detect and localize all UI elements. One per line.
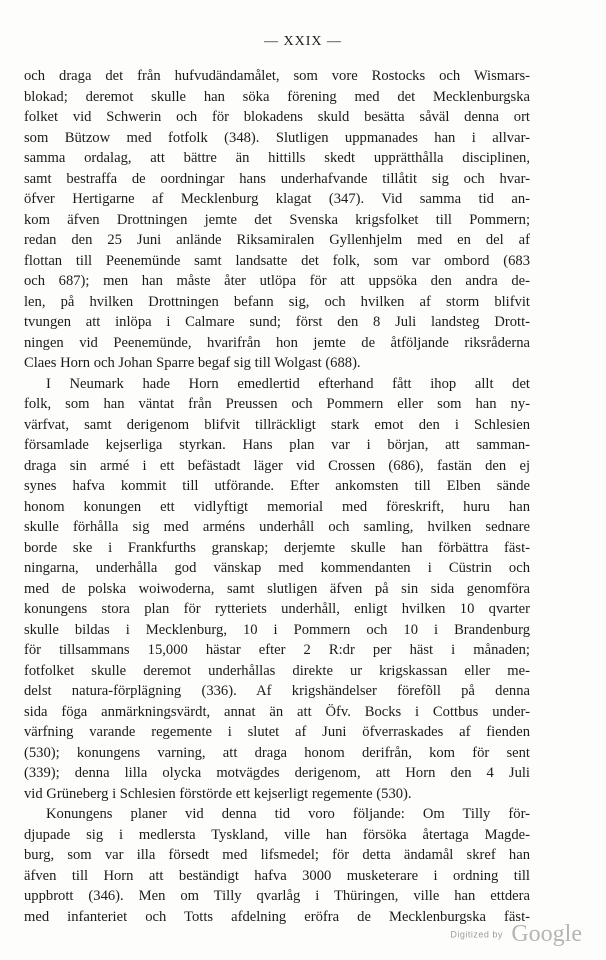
text-line: värfvat, samt derigenom blifvit tillräckligt stark emot den i Schlesien [24,416,530,433]
text-line: Claes Horn och Johan Sparre begaf sig till Wolgast (688). [24,355,361,371]
text-line: len, på hvilken Drottningen befann sig, och hvilken af storm blifvit [24,293,530,310]
text-line: öfver Hertigarne af Mecklenburg klagat (347). Vid samma tid an- [24,191,530,207]
text-line: redan den 25 Juni anlände Riksamiralen Gyllenhjelm med en del af [24,232,530,248]
text-line: djupade sig i medlersta Tyskland, ville han försöka återtaga Magde- [24,826,530,843]
text-line: vid Grüneberg i Schlesien förstörde ett kejserligt regemente (530). [24,785,412,802]
google-logo: Google [511,921,582,947]
paragraph-start-line: I Neumark hade Horn emedlertid efterhand fått ihop allt det [46,375,530,392]
text-line: uppbrott (346). Men om Tilly qvarlåg i Thüringen, ville han ettdera [24,888,530,904]
text-line: äfven till Horn att beständigt hafva 3000 musketerare i ordning till [24,867,530,884]
text-line: delst natura-förplägning (336). Af krigshändelser förefõll på denna [24,683,530,699]
text-line: församlade kejserliga styrkan. Hans plan var i början, att samman- [24,437,530,453]
text-line: samt bestraffa de oordningar hans underhafvande tillåtit sig och hvar- [24,170,530,187]
text-line: skulle förhålla sig med arméns underhåll och samling, hvilken sednare [24,519,530,535]
text-line: och 687); men han måste åter utlöpa för att uppsöka den andra de- [24,273,530,289]
text-line: med infanteriet och Totts afdelning eröfra de Mecklenburgska fäst- [24,908,530,925]
text-line: skulle bildas i Mecklenburg, 10 i Pommern och 10 i Brandenburg [24,621,530,638]
text-line: och draga det från hufvudändamålet, som vore Rostocks och Wismars- [24,68,530,84]
text-line: som Bützow med fotfolk (348). Slutligen uppmanades han i allvar- [24,129,530,146]
text-line: draga sin armé i ett befästadt läger vid Crossen (686), fastän den ej [24,457,530,474]
paragraph-start-line: Konungens planer vid denna tid voro följande: Om Tilly för- [46,806,530,822]
text-line: folket vid Schwerin och för blokadens skuld besätta såväl denna ort [24,109,530,125]
text-line: synes hafva kommit till utförande. Efter ankomsten till Elben sände [24,478,530,494]
page-number-header: — XXIX — [264,34,342,49]
text-line: (339); denna lilla olycka motvägdes derigenom, att Horn den 4 Juli [24,765,530,781]
text-line: ningen vid Peenemünde, hvarifrån hon jemte de åtföljande riksråderna [24,334,530,351]
text-line: tvungen att inlöpa i Calmare sund; först den 8 Juli landsteg Drott- [24,314,530,330]
text-line: för tillsammans 15,000 hästar efter 2 R:dr per häst i månaden; [24,642,530,658]
text-line: honom konungen ett vidlyftigt memorial med föreskrift, huru han [24,498,530,515]
text-line: ningarna, underhålla god vänskap med kommendanten i Cüstrin och [24,560,530,576]
text-line: burg, som var illa försedt med lifsmedel; för detta ändamål skref han [24,847,530,863]
text-line: (530); konungens varning, att draga honom derifrån, kom för sent [24,744,530,761]
text-line: sida föga anmärkningsvärdt, annat än att Öfv. Bocks i Cottbus under- [24,703,530,720]
text-line: folk, som han väntat från Preussen och Pommern eller som han ny- [24,396,530,412]
text-line: med de polska woiwoderna, samt slutligen äfven på sin sida genomföra [24,580,530,597]
watermark-prefix: Digitized by [450,929,503,940]
text-line: flottan till Peenemünde samt landsatte det folk, som var ombord (683 [24,252,530,269]
digitized-by-google-watermark [450,921,582,948]
body-text [24,66,530,927]
text-line: kom äfven Drottningen jemte det Svenska krigsfolket till Pommern; [24,211,530,228]
text-line: fotfolket skulle deremot underhållas direkte ur krigskassan eller me- [24,662,530,679]
text-line: värfning varande regemente i slutet af Juni öfverraskades af fienden [24,724,530,740]
text-line: samma ordalag, att bättre än hittills skedt upprätthålla disciplinen, [24,150,530,166]
text-line: blokad; deremot skulle han söka förening med det Mecklenburgska [24,88,530,105]
text-line: borde ske i Frankfurths granskap; derjemte skulle han förbättra fäst- [24,539,530,556]
text-line: konungens stora plan för rytteriets underhåll, enligt hvilken 10 qvarter [24,601,530,617]
